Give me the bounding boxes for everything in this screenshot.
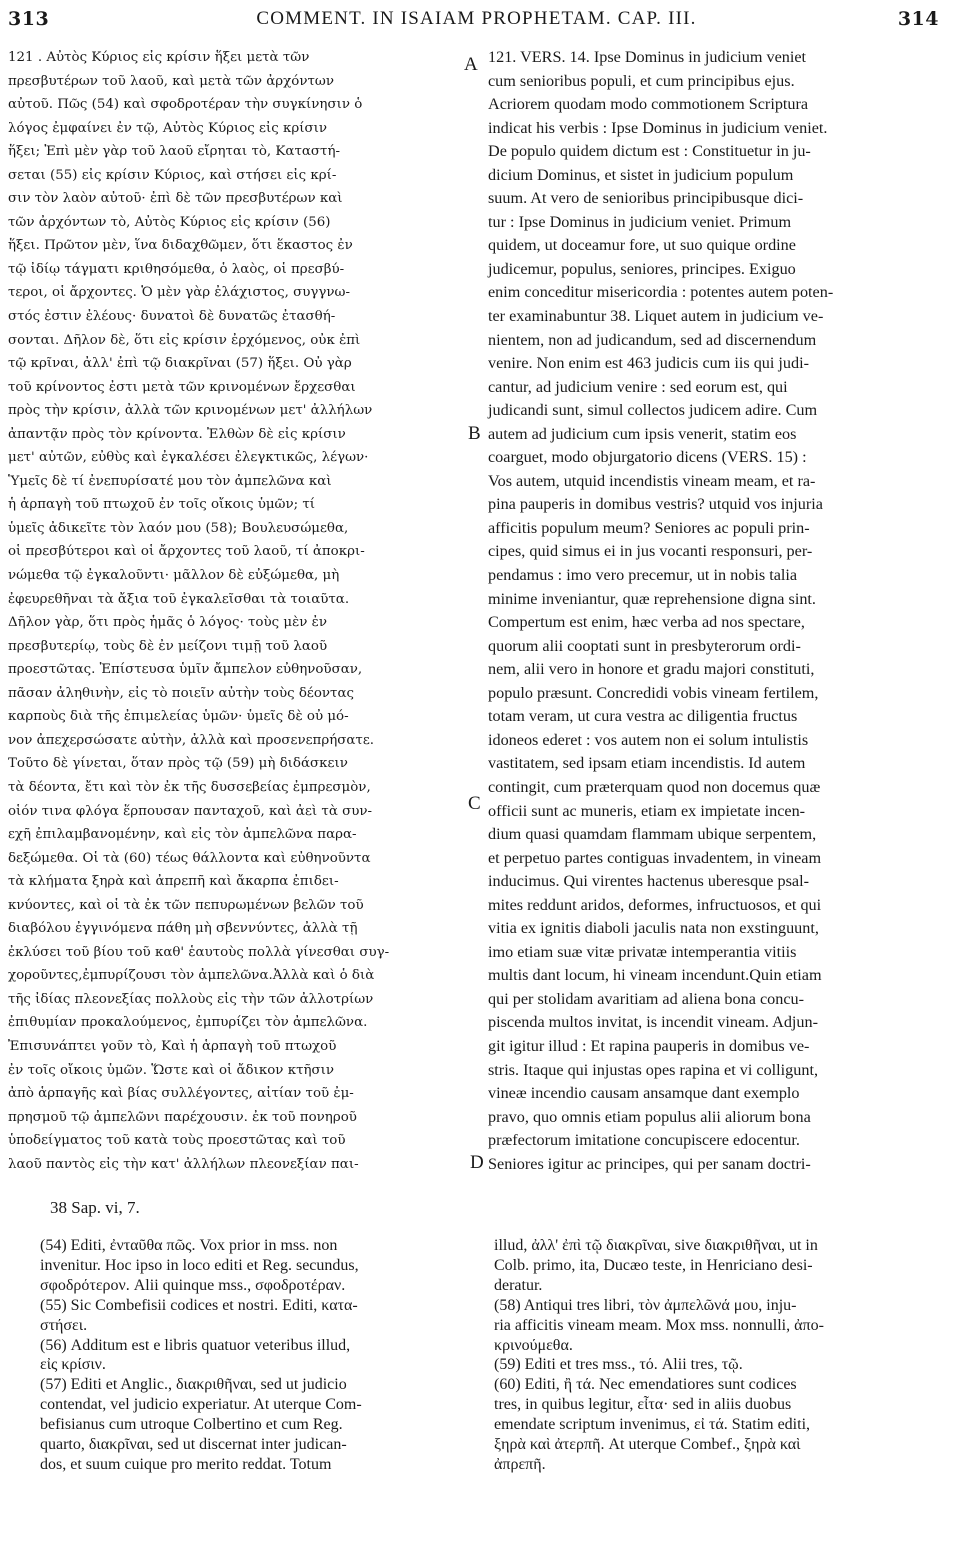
margin-letter-d: D: [470, 1152, 484, 1173]
page-number-right: 314: [897, 8, 939, 30]
page-number-left: 313: [8, 8, 50, 30]
source-footnote: 38 Sap. vi, 7.: [50, 1198, 140, 1217]
margin-letter-a: A: [464, 54, 478, 75]
margin-letter-c: C: [468, 793, 481, 814]
footnotes-left: (54) Editi, ἐνταῦθα πῶς. Vox prior in mss. non invenitur. Hoc ipso in loco editi et Reg. secundus, σφοδρότερον. Alii quinque mss., σφοδροτέραν. (55) Sic Combefisii codices et nostri. Editi, κατα- στήσει. (56) Additum est e libris quatuor veteribus illud, εἰς κρίσιν. (57) Editi et Anglic., διακριθῆναι, sed ut judicio contendat, vel judicio experiatur. At uterque Com- befisianus cum utroque Colbertino et cum Reg. quarto, διακρῖναι, sed ut discernat inter judican- dos, et suum cuique pro merito reddat. Totum: [40, 1237, 362, 1473]
latin-text-column: 121. VERS. 14. Ipse Dominus in judicium veniet cum senioribus populi, et cum principibus ejus. Acriorem quodam modo commotionem Scriptura indicat his verbis : Ipse Dominus in judicium veniet. De populo quidem dictum est : Constituetur in ju- dicium Dominus, et sistet in judicium populum suum. At vero de senioribus principibusque dici- tur : Ipse Dominus in judicium veniet. Primum quidem, ut doceamur fore, ut suo quique ordine judicemur, populus, seniores, principes. Exiguo enim conceditur misericordia : potentes autem poten- ter examinabuntur 38. Liquet autem in judicium ve- nientem, non ad judicandum, sed ad discernendum venire. Non enim est 463 judicis cum iis qui judi- cantur, ad judicium venire : sed eorum est, qui judicandi sunt, simul collectos judicem adire. Cum autem ad judicium cum ipsis venerit, statim eos coarguet, modo objurgatorio dicens (VERS. 15) : Vos autem, utquid incendistis vineam meam, et ra- pina pauperis in domibus vestris? utquid vos injuria afficitis populum meum? Seniores ac populi prin- cipes, quid simus ei in jus vocanti responsuri, per- pendamus : imo vero precemur, ut in nobis talia minime inveniantur, quæ reprehensione digna sint. Compertum est enim, hæc verba ad nos spectare, quorum alii cooptati sunt in presbyterorum ordi- nem, alii vero in honore et gradu majori constituti, populo præsunt. Concredidi vobis vineam fertilem, totam veram, ut cura vestra ac diligentia fructus idoneos ederet : vos autem non ei solum intulistis vastitatem, sed ipsam etiam incendistis. Id autem contingit, cum præterquam quod non docemus quæ officii sunt ac muneris, etiam ex impietate incen- dium quasi quamdam flammam ubique serpentem, et perpetuo partes contiguas invadentem, in vineam inducimus. Qui virentes hactenus uberesque psal- mites reddunt aridos, deformes, infructuosos, et qui vitia ex ignitis diaboli jaculis nata non exstinguunt, imo etiam suæ vitæ privatæ intemperantia vitiis multis dant locum, hi vineam incendunt.Quin etiam qui per stolidam avaritiam ad aliena bona concu- piscenda multos invitat, is incendit vineam. Adjun- git igitur illud : Et rapina pauperis in domibus ve- stris. Itaque qui injustas opes rapina et vi colligunt, vineæ incendio causam ansamque dant exemplo pravo, quo omnis etiam populus alii aliorum bona præfectorum imitatione concupiscere edocentur. Seniores igitur ac principes, qui per sanam doctri-: [488, 48, 834, 1173]
running-title: COMMENT. IN ISAIAM PROPHETAM. CAP. III.: [256, 8, 697, 29]
footnotes-right: illud, ἀλλ' ἐπὶ τῷ διακρῖναι, sive διακριθῆναι, ut in Colb. primo, ita, Ducæo teste, in Henriciano desi- deratur. (58) Antiqui tres libri, τὸν ἀμπελῶνά μου, inju- ria afficitis vineam meam. Mox mss. nonnulli, ἀπο- κρινούμεθα. (59) Editi et tres mss., τό. Alii tres, τῷ. (60) Editi, ἢ τά. Nec emendatiores sunt codices tres, in quibus legitur, εἶτα· sed in aliis duobus emendate scriptum invenimus, εἰ τά. Statim editi, ξηρὰ καὶ ἀτερπῆ. At uterque Combef., ξηρὰ καὶ ἀπρεπῆ.: [494, 1237, 824, 1473]
greek-text-column: 121 . Αὐτὸς Κύριος εἰς κρίσιν ἥξει μετὰ τῶν πρεσβυτέρων τοῦ λαοῦ, καὶ μετὰ τῶν ἀρχόντων αὐτοῦ. Πῶς (54) καὶ σφοδροτέραν τὴν συγκίνησιν ὁ λόγος ἐμφαίνει ἐν τῷ, Αὐτὸς Κύριος εἰς κρίσιν ἥξει; Ἐπὶ μὲν γὰρ τοῦ λαοῦ εἴρηται τὸ, Καταστή- σεται (55) εἰς κρίσιν Κύριος, καὶ στήσει εἰς κρί- σιν τὸν λαὸν αὐτοῦ· ἐπὶ δὲ τῶν πρεσβυτέρων καὶ τῶν ἀρχόντων τὸ, Αὐτὸς Κύριος εἰς κρίσιν (56) ἥξει. Πρῶτον μὲν, ἵνα διδαχθῶμεν, ὅτι ἕκαστος ἐν τῷ ἰδίῳ τάγματι κριθησόμεθα, ὁ λαὸς, οἱ πρεσβύ- τεροι, οἱ ἄρχοντες. Ὁ μὲν γὰρ ἐλάχιστος, συγγνω- στός ἐστιν ἐλέους· δυνατοὶ δὲ δυνατῶς ἐτασθή- σονται. Δῆλον δὲ, ὅτι εἰς κρίσιν ἐρχόμενος, οὐκ ἐπὶ τῷ κρῖναι, ἀλλ' ἐπὶ τῷ διακρῖναι (57) ἥξει. Οὐ γὰρ τοῦ κρίνοντος ἐστι μετὰ τῶν κρινομένων ἔρχεσθαι πρὸς τὴν κρίσιν, ἀλλὰ τῶν κρινομένων μετ' ἀλλήλων ἀπαντᾷν πρὸς τὸν κρίνοντα. Ἐλθὼν δὲ εἰς κρίσιν μετ' αὐτῶν, εὐθὺς καὶ ἐγκαλέσει ἐλεγκτικῶς, λέγων· Ὑμεῖς δὲ τί ἐνεπυρίσατέ μου τὸν ἀμπελῶνα καὶ ἡ ἁρπαγὴ τοῦ πτωχοῦ ἐν τοῖς οἴκοις ὑμῶν; τί ὑμεῖς ἀδικεῖτε τὸν λαόν μου (58); Βουλευσώμεθα, οἱ πρεσβύτεροι καὶ οἱ ἄρχοντες τοῦ λαοῦ, τί ἀποκρι- νώμεθα τῷ ἐγκαλοῦντι· μᾶλλον δὲ εὐξώμεθα, μὴ ἐφευρεθῆναι τὰ ἄξια τοῦ ἐγκαλεῖσθαι τὰ τοιαῦτα. Δῆλον γὰρ, ὅτι πρὸς ἡμᾶς ὁ λόγος· τοὺς μὲν ἐν πρεσβυτερίῳ, τοὺς δὲ ἐν μείζονι τιμῇ τοῦ λαοῦ προεστῶτας. Ἐπίστευσα ὑμῖν ἄμπελον εὐθηνοῦσαν, πᾶσαν ἀληθινὴν, εἰς τὸ ποιεῖν αὐτὴν τοὺς δέοντας καρποὺς διὰ τῆς ἐπιμελείας ὑμῶν· ὑμεῖς δὲ οὐ μό- νον ἀπεχερσώσατε αὐτὴν, ἀλλὰ καὶ προσενεπρήσατε. Τοῦτο δὲ γίνεται, ὅταν πρὸς τῷ (59) μὴ διδάσκειν τὰ δέοντα, ἔτι καὶ τὸν ἐκ τῆς δυσσεβείας ἐμπρεσμὸν, οἱόν τινα φλόγα ἕρπουσαν πανταχοῦ, καὶ ἀεὶ τὰ συν- εχῆ ἐπιλαμβανομένην, καὶ εἰς τὸν ἀμπελῶνα παρα- δεξώμεθα. Οἱ τὰ (60) τέως θάλλοντα καὶ εὐθηνοῦντα τὰ κλήματα ξηρὰ καὶ ἀπρεπῆ καὶ ἄκαρπα ἐπιδει- κνύοντες, καὶ οἱ τὰ ἐκ τῶν πεπυρωμένων βελῶν τοῦ διαβόλου ἐγγινόμενα πάθη μὴ σβεννύντες, ἀλλὰ τῇ ἐκλύσει τοῦ βίου τοῦ καθ' ἑαυτοὺς πολλὰ γίνεσθαι συγ- χοροῦντες,ἐμπυρίζουσι τὸν ἀμπελῶνα.Ἀλλὰ καὶ ὁ διὰ τῆς ἰδίας πλεονεξίας πολλοὺς εἰς τὴν τῶν ἀλλοτρίων ἐπιθυμίαν προκαλούμενος, ἐμπυρίζει τὸν ἀμπελῶνα. Ἐπισυνάπτει γοῦν τὸ, Καὶ ἡ ἁρπαγὴ τοῦ πτωχοῦ ἐν τοῖς οἴκοις ὑμῶν. Ὥστε καὶ οἱ ἄδικον κτῆσιν ἀπὸ ἁρπαγῆς καὶ βίας συλλέγοντες, αἰτίαν τοῦ ἐμ- πρησμοῦ τῷ ἀμπελῶνι παρέχουσιν. ἐκ τοῦ πονηροῦ ὑποδείγματος τοῦ κατὰ τοὺς προεστῶτας καὶ τοῦ λαοῦ παντὸς εἰς τὴν κατ' ἀλλήλων πλεονεξίαν παι-: [8, 50, 390, 1172]
margin-letter-b: B: [468, 423, 481, 444]
